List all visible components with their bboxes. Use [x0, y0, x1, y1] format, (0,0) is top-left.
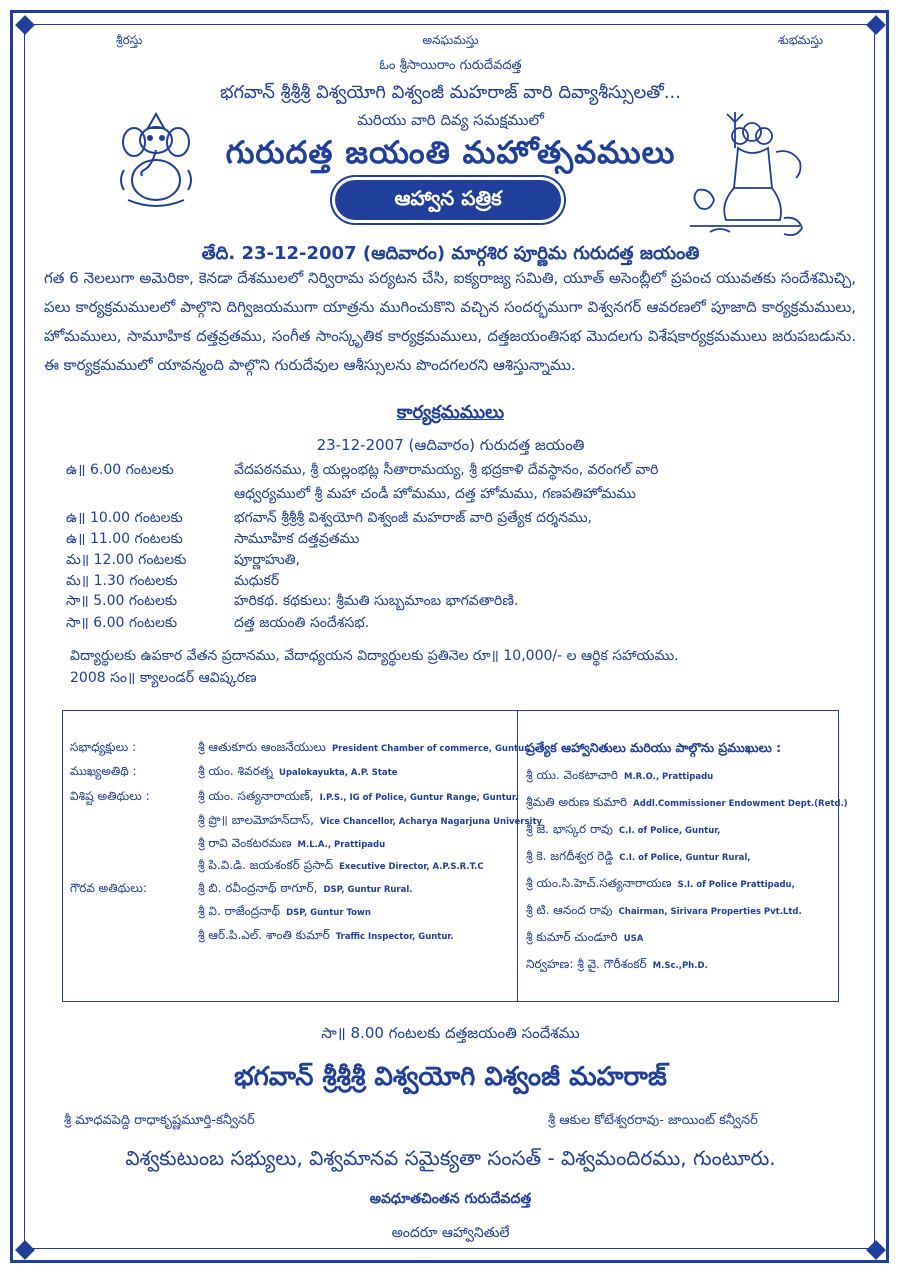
guest-entry: [198, 904, 371, 922]
schedule-description: మధుకర్: [234, 573, 280, 589]
special-invitees-heading: ప్రత్యేక ఆహ్వానితులు మరియు పాల్గొను ప్రముఖులు :: [526, 740, 782, 755]
schedule-row: [66, 462, 826, 482]
invitee-name: శ్రీమతి అరుణ కుమారి: [526, 795, 628, 809]
program-note-1: విద్యార్థులకు ఉపకార వేతన ప్రదానము, వేదాధ్యయన విద్యార్థులకు ప్రతినెల రూ॥ 10,000/- ల ఆర్థిక సహాయము.: [70, 648, 679, 664]
guest-entry: [198, 881, 413, 899]
invitee-name: శ్రీ కుమార్ చుండూరి: [526, 930, 618, 944]
closing-line-1: అవధూతచింతన గురుదేవదత్త: [369, 1191, 532, 1207]
center-blessing: అనఘమస్తు: [422, 33, 479, 47]
invitee-detail: M.R.O., Prattipadu: [623, 772, 714, 782]
guest-detail: Traffic Inspector, Guntur.: [335, 932, 454, 942]
guest-detail: Vice Chancellor, Acharya Nagarjuna University: [319, 817, 543, 827]
program-subheading: 23-12-2007 (ఆదివారం) గురుదత్త జయంతి: [316, 436, 585, 454]
guest-name: శ్రీ ఆతుకూరు ఆంజనేయులు: [198, 740, 326, 754]
invitee-name: శ్రీ కె. జగదీశ్వర రెడ్డి: [526, 849, 614, 863]
invitee-detail: M.Sc.,Ph.D.: [652, 961, 708, 971]
invitee-detail: Addl.Commissioner Endowment Dept.(Retd.): [633, 799, 848, 809]
schedule-time: మ॥ 1.30 గంటలకు: [66, 573, 178, 589]
convener-right: శ్రీ ఆకుల కోటేశ్వరరావు- జాయింట్ కన్వీనర్: [548, 1113, 758, 1128]
guest-entry: [198, 789, 518, 807]
invitee-detail: C.I. of Police, Guntur,: [618, 826, 721, 836]
invitee-name: శ్రీ యు. వెంకటాచారి: [526, 768, 618, 782]
schedule-description: భగవాన్ శ్రీశ్రీశ్రీ విశ్వయోగి విశ్వంజీ మహరాజ్ వారి ప్రత్యేక దర్శనము,: [234, 510, 593, 526]
schedule-row: [66, 552, 826, 572]
schedule-time: సా॥ 5.00 గంటలకు: [66, 593, 178, 609]
date-line: తేది. 23-12-2007 (ఆదివారం) మార్గశిర పూర్ణిమ గురుదత్త జయంతి: [201, 243, 700, 264]
guest-entry: [198, 858, 484, 876]
invitee-name: శ్రీ టి. ఆనంద రావు: [526, 903, 613, 917]
schedule-time: ఉ॥ 6.00 గంటలకు: [66, 462, 174, 478]
schedule-description: హరికథ. కథకులు: శ్రీమతి సుబ్బమాంబ భాగవతారిణి.: [234, 593, 519, 609]
guest-entry: [198, 928, 454, 946]
schedule-row: [66, 510, 826, 530]
event-title: గురుదత్త జయంతి మహోత్సవములు: [225, 135, 676, 171]
schedule-description: పూర్ణాహుతి,: [234, 552, 301, 568]
invitee-name: శ్రీ యం.సి.హెచ్.సత్యనారాయణ: [526, 876, 672, 890]
schedule-row: [66, 486, 826, 506]
invitee-entry: [526, 930, 643, 948]
schedule-description: సామూహిక దత్తవ్రతము: [234, 531, 360, 547]
left-blessing: శ్రీరస్తు: [116, 33, 143, 47]
invitee-detail: Chairman, Sirivara Properties Pvt.Ltd.: [618, 907, 802, 917]
guest-detail: DSP, Guntur Rural.: [323, 885, 413, 895]
maharaj-name: భగవాన్ శ్రీశ్రీశ్రీ విశ్వయోగి విశ్వంజీ మహరాజ్: [234, 1062, 667, 1092]
header-line-1: భగవాన్ శ్రీశ్రీశ్రీ విశ్వయోగి విశ్వంజీ మహరాజ్ వారి దివ్యాశీస్సులతో...: [220, 82, 681, 103]
program-heading: కార్యక్రమములు: [396, 402, 505, 423]
right-blessing: శుభమస్తు: [778, 33, 824, 47]
schedule-time: సా॥ 6.00 గంటలకు: [66, 615, 178, 631]
invitee-detail: C.I. of Police, Guntur Rural,: [619, 853, 751, 863]
schedule-time: ఉ॥ 11.00 గంటలకు: [66, 531, 183, 547]
invocation: ఓం శ్రీసాయిరాం గురుదేవదత్త: [379, 58, 522, 73]
schedule-description: ఆధ్వర్యములో శ్రీ మహా చండీ హోమము, దత్త హోమము, గణపతిహోమము: [234, 486, 636, 502]
guest-name: శ్రీ ప్రొ॥ బాలమోహన్‌దాస్,: [198, 813, 314, 827]
schedule-time: ఉ॥ 10.00 గంటలకు: [66, 510, 183, 526]
guest-detail: M.L.A., Prattipadu: [297, 840, 386, 850]
guest-name: శ్రీ పి.వి.డి. జయశంకర్ ప్రసాద్: [198, 858, 334, 872]
schedule-description: దత్త జయంతి సందేశసభ.: [234, 615, 370, 631]
schedule-time: మ॥ 12.00 గంటలకు: [66, 552, 187, 568]
program-note-2: 2008 సం॥ క్యాలండర్ ఆవిష్కరణ: [70, 670, 257, 686]
dattatreya-illustration: [680, 108, 810, 244]
schedule-row: [66, 531, 826, 551]
guest-detail: I.P.S., IG of Police, Guntur Range, Guntur.: [319, 793, 519, 803]
guest-detail: DSP, Guntur Town: [286, 908, 371, 918]
guest-role: విశిష్ట అతిథులు :: [70, 789, 150, 803]
invitee-name: నిర్వహణ: శ్రీ వై. గౌరీశంకర్: [526, 957, 647, 971]
guest-name: శ్రీ యం. శివరత్న: [198, 764, 274, 778]
guest-name: శ్రీ రావి వెంకటరమణ: [198, 836, 292, 850]
schedule-row: [66, 593, 826, 613]
closing-line-2: అందరూ ఆహ్వానితులే: [391, 1225, 510, 1241]
convener-left: శ్రీ మాధవపెద్ది రాధాకృష్ణమూర్తి-కన్వీనర్: [64, 1113, 255, 1128]
invitee-detail: S.I. of Police Prattipadu,: [677, 880, 795, 890]
ganesha-illustration: [108, 110, 204, 216]
intro-paragraph: గత 6 నెలలుగా అమెరికా, కెనడా దేశములలో నిర్విరామ పర్యటన చేసి, ఐక్యరాజ్య సమితి, యూత్ అసెంబ్లీలో ప్రపంచ యువతకు సందేశమిచ్చి, పలు కార్యక్రమములలో పాల్గొని దిగ్విజయముగా యాత్రను ముగించుకొని వచ్చిన సందర్భముగా విశ్వనగర్ ఆవరణలో పూజాది కార్యక్రమములు, హోమములు, సామూహిక దత్తవ్రతము, సంగీత సాంస్కృతిక కార్యక్రమములు, దత్తజయంతిసభ మొదలగు విశేషకార్యక్రమములు జరుపబడును. ఈ కార్యక్రమములో యావన్మంది పాల్గొని గురుదేవుల ఆశీస్సులను పొందగలరని ఆశిస్తున్నాము.: [44, 269, 856, 374]
guest-role: గౌరవ అతిథులు:: [70, 881, 147, 895]
invitation-badge: ఆహ్వాన పత్రిక: [335, 180, 561, 220]
guest-entry: [198, 740, 530, 758]
schedule-description: వేదపఠనము, శ్రీ యల్లంభట్ల సీతారామయ్య, శ్రీ భద్రకాళి దేవస్థానం, వరంగల్ వారి: [234, 462, 659, 478]
invitee-entry: [526, 903, 802, 921]
guest-role: ముఖ్యఅతిథి :: [70, 764, 137, 778]
guest-name: శ్రీ బి. రవీంద్రనాథ్ ఠాగూర్,: [198, 881, 318, 895]
guest-entry: [198, 764, 397, 782]
guest-entry: [198, 836, 385, 854]
guest-name: శ్రీ ఆర్.పి.ఎల్. శాంతి కుమార్: [198, 928, 330, 942]
guest-detail: President Chamber of commerce, Guntur.: [331, 744, 531, 754]
message-time: సా॥ 8.00 గంటలకు దత్తజయంతి సందేశము: [321, 1024, 580, 1042]
schedule-row: [66, 615, 826, 635]
invitee-entry: [526, 849, 751, 867]
invitee-entry: [526, 822, 720, 840]
invitee-name: శ్రీ జె. భాస్కర రావు: [526, 822, 613, 836]
schedule-row: [66, 573, 826, 593]
invitee-entry: [526, 876, 795, 894]
guest-detail: Upalokayukta, A.P. State: [279, 768, 398, 778]
header-line-2: మరియు వారి దివ్య సమక్షములో: [357, 111, 544, 129]
organization-line: విశ్వకుటుంబ సభ్యులు, విశ్వమానవ సమైక్యతా సంసత్ - విశ్వమందిరము, గుంటూరు.: [125, 1146, 776, 1170]
invitee-detail: USA: [623, 934, 644, 944]
invitee-entry: [526, 768, 713, 786]
guest-entry: [198, 813, 542, 831]
invitee-entry: [526, 957, 708, 975]
guest-role: సభాధ్యక్షులు :: [70, 740, 137, 754]
guest-detail: Executive Director, A.P.S.R.T.C: [339, 862, 484, 872]
guest-name: శ్రీ యం. సత్యనారాయణ్,: [198, 789, 314, 803]
guest-name: శ్రీ వి. రాజేంద్రనాథ్: [198, 904, 281, 918]
invitee-entry: [526, 795, 848, 813]
